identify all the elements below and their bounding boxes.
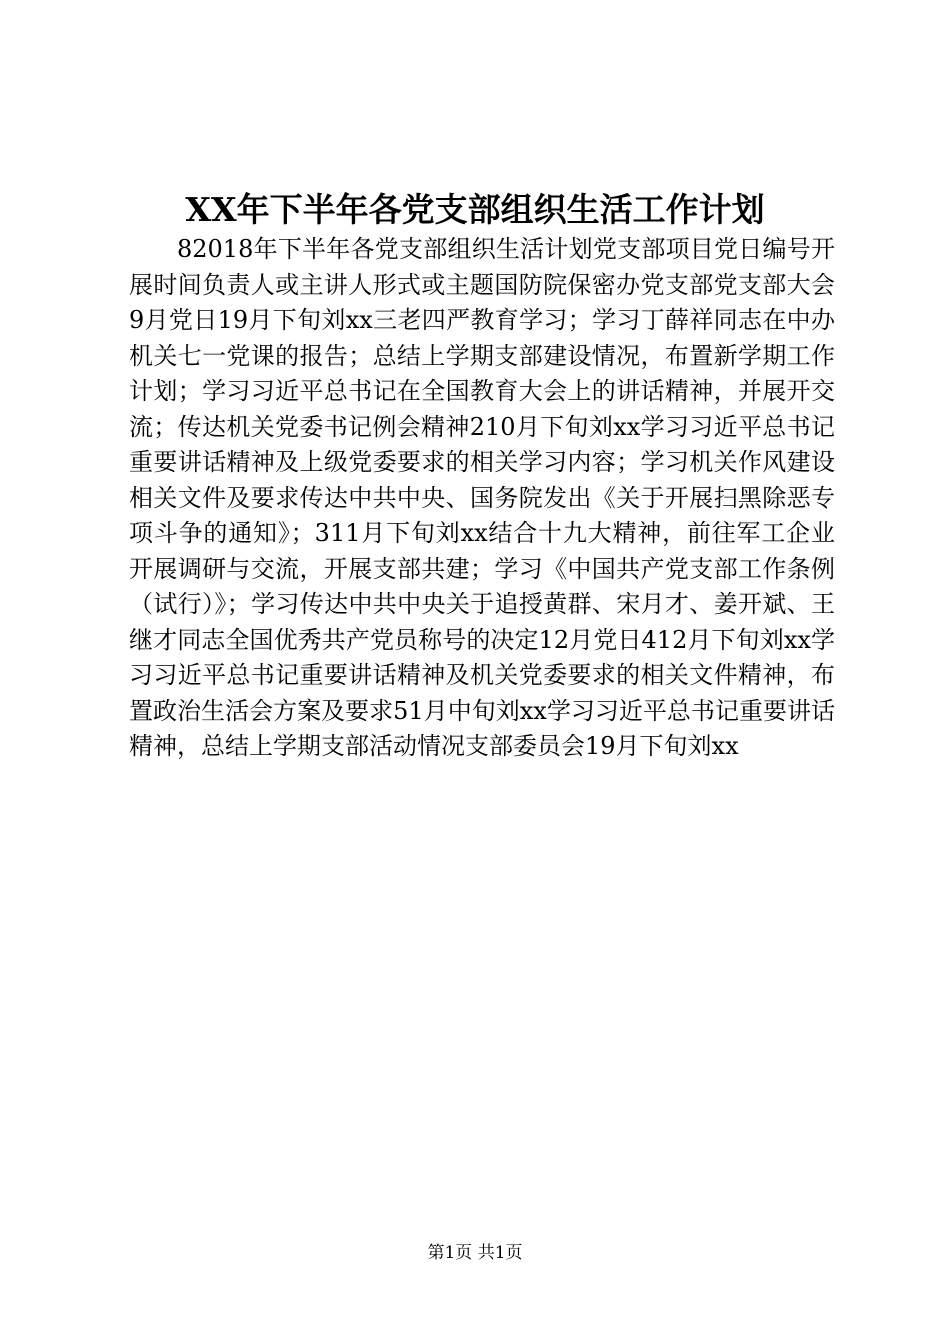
page-footer: 第1页 共1页 — [427, 1243, 523, 1263]
document-title: XX年下半年各党支部组织生活工作计划 — [185, 190, 765, 229]
document-body-paragraph: 82018年下半年各党支部组织生活计划党支部项目党日编号开展时间负责人或主讲人形式或主题国防院保密办党支部党支部大会9月党日19月下旬刘xx三老四严教育学习；学习丁薛祥同志在中办机关七一党课的报告；总结上学期支部建设情况，布置新学期工作计划；学习习近平总书记在全国教育大会上的讲话精神，并展开交流；传达机关党委书记例会精神210月下旬刘xx学习习近平总书记重要讲话精神及上级党委要求的相关学习内容；学习机关作风建设相关文件及要求传达中共中央、国务院发出《关于开展扫黑除恶专项斗争的通知》；311月下旬刘xx结合十九大精神，前往军工企业开展调研与交流，开展支部共建；学习《中国共产党支部工作条例（试行）》；学习传达中共中央关于追授黄群、宋月才、姜开斌、王继才同志全国优秀共产党员称号的决定12月党日412月下旬刘xx学习习近平总书记重要讲话精神及机关党委要求的相关文件精神，布置政治生活会方案及要求51月中旬刘xx学习习近平总书记重要讲话精神，总结上学期支部活动情况支部委员会19月下旬刘xx — [129, 235, 835, 760]
